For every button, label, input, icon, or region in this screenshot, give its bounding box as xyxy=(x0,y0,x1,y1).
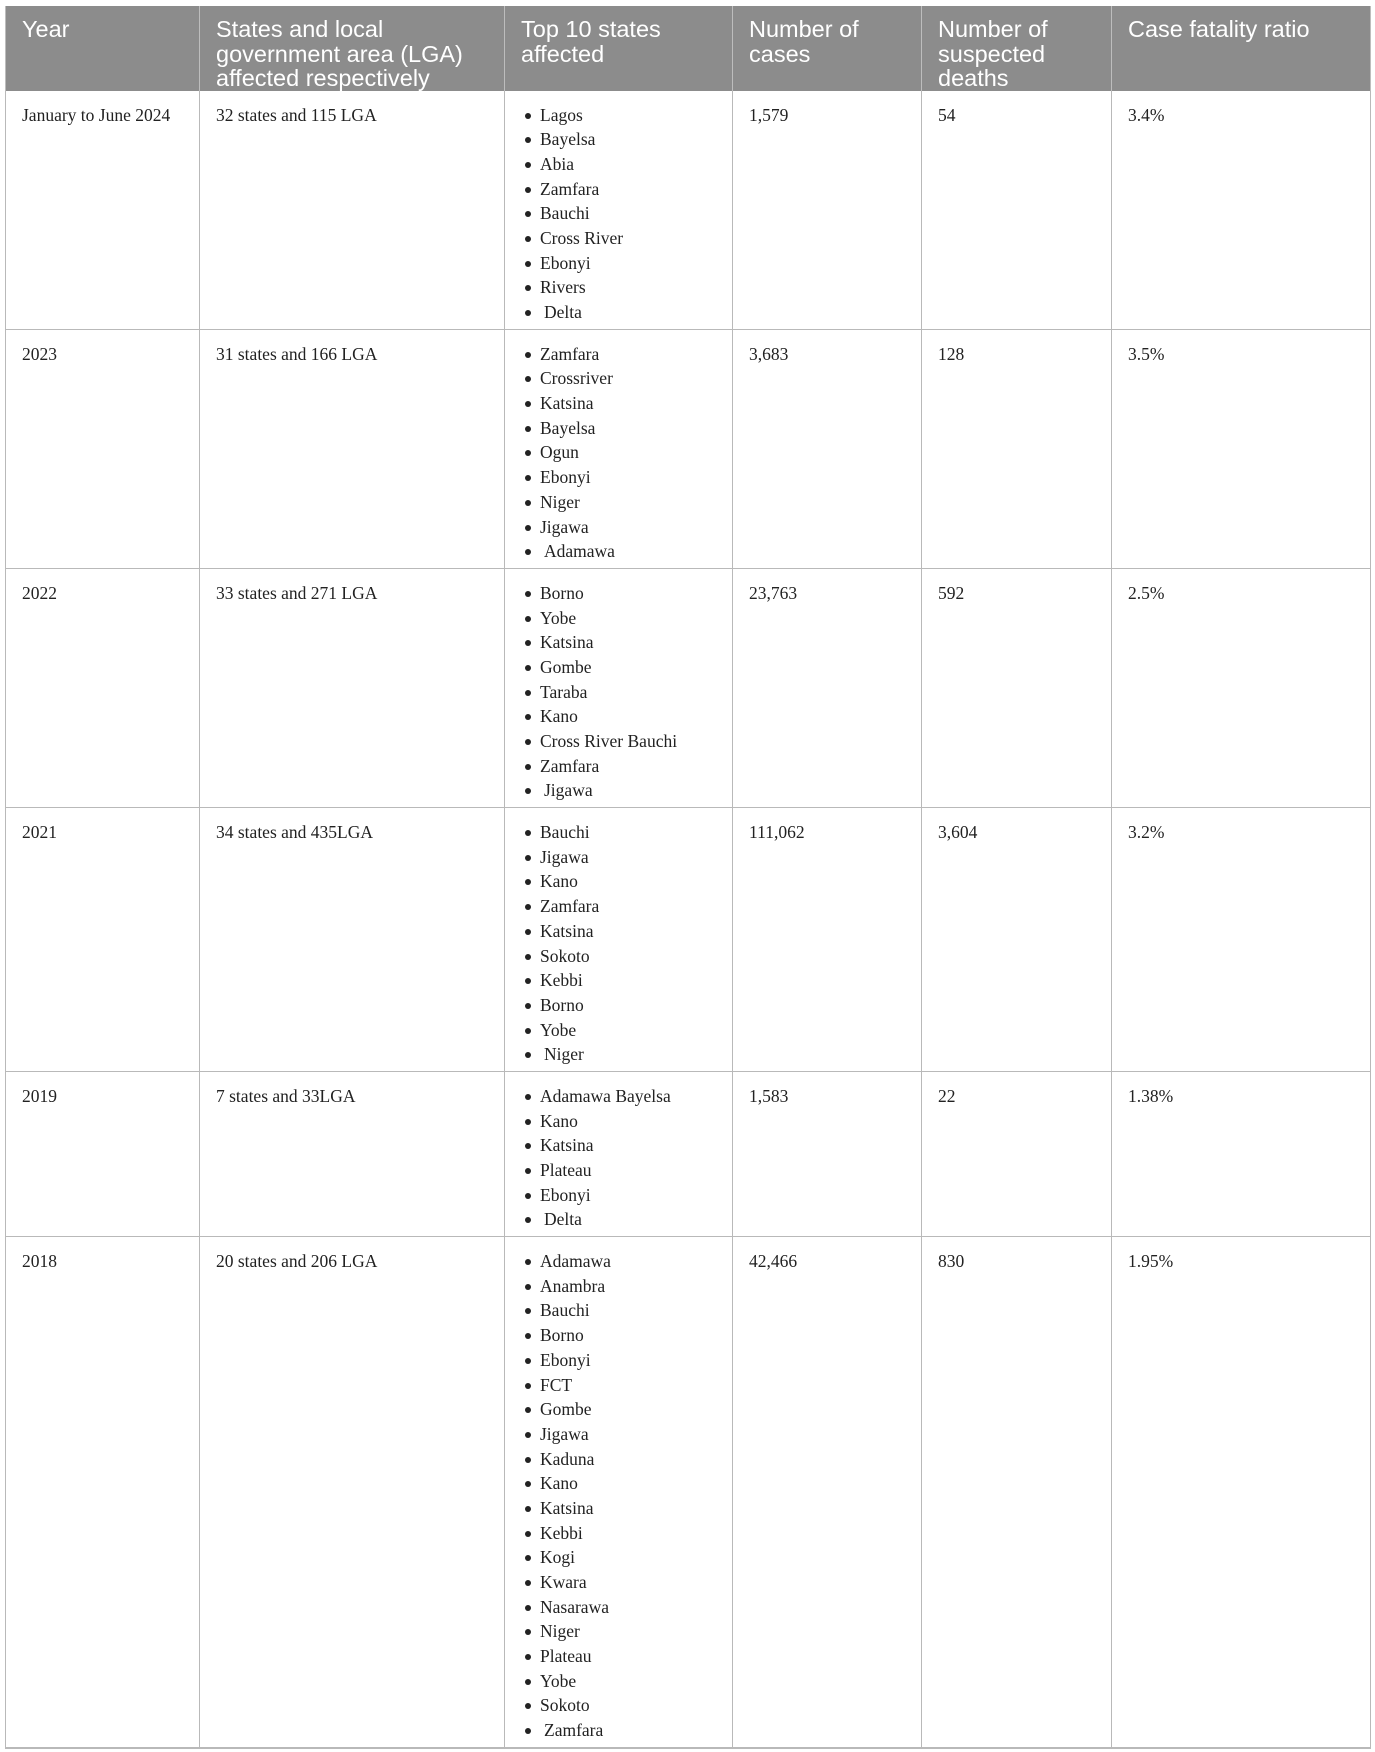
list-item: Ebonyi xyxy=(521,1183,716,1208)
cell-deaths: 592 xyxy=(922,568,1112,807)
list-item: Delta xyxy=(521,300,716,325)
list-item: Taraba xyxy=(521,680,716,705)
header-year: Year xyxy=(6,7,200,91)
cell-cases: 111,062 xyxy=(733,808,922,1072)
list-item: Katsina xyxy=(521,919,716,944)
cell-deaths: 22 xyxy=(922,1071,1112,1236)
list-item: Bayelsa xyxy=(521,127,716,152)
list-item: Bayelsa xyxy=(521,416,716,441)
list-item: Katsina xyxy=(521,1133,716,1158)
list-item: Delta xyxy=(521,1207,716,1232)
list-item: Niger xyxy=(521,490,716,515)
list-item: Katsina xyxy=(521,391,716,416)
list-item: Kebbi xyxy=(521,1521,716,1546)
cell-states-lga: 20 states and 206 LGA xyxy=(200,1237,505,1748)
list-item: FCT xyxy=(521,1373,716,1398)
cell-top-states xyxy=(505,808,733,1072)
cell-cfr: 3.5% xyxy=(1112,329,1371,568)
cell-cases: 42,466 xyxy=(733,1237,922,1748)
cell-cases: 23,763 xyxy=(733,568,922,807)
states-list xyxy=(521,581,716,803)
states-list xyxy=(521,1249,716,1743)
list-item: Anambra xyxy=(521,1274,716,1299)
cell-top-states xyxy=(505,91,733,330)
list-item: Niger xyxy=(521,1619,716,1644)
list-item: Yobe xyxy=(521,1018,716,1043)
table-row xyxy=(6,568,1371,807)
list-item: Jigawa xyxy=(521,1422,716,1447)
list-item: Cross River xyxy=(521,226,716,251)
table-row xyxy=(6,329,1371,568)
list-item: Jigawa xyxy=(521,778,716,803)
list-item: Borno xyxy=(521,1323,716,1348)
list-item: Katsina xyxy=(521,1496,716,1521)
table-row xyxy=(6,91,1371,330)
header-cfr: Case fatality ratio xyxy=(1112,7,1371,91)
cell-top-states xyxy=(505,568,733,807)
list-item: Gombe xyxy=(521,655,716,680)
header-states-lga: States and local government area (LGA) affected respectively xyxy=(200,7,505,91)
cell-top-states xyxy=(505,1071,733,1236)
list-item: Jigawa xyxy=(521,515,716,540)
cell-states-lga: 31 states and 166 LGA xyxy=(200,329,505,568)
states-list xyxy=(521,820,716,1067)
cell-cases: 1,583 xyxy=(733,1071,922,1236)
list-item: Abia xyxy=(521,152,716,177)
states-list xyxy=(521,342,716,564)
table-row xyxy=(6,1071,1371,1236)
list-item: Zamfara xyxy=(521,177,716,202)
list-item: Lagos xyxy=(521,103,716,128)
list-item: Bauchi xyxy=(521,820,716,845)
cell-deaths: 3,604 xyxy=(922,808,1112,1072)
cell-cfr: 1.38% xyxy=(1112,1071,1371,1236)
cell-deaths: 54 xyxy=(922,91,1112,330)
list-item: Adamawa xyxy=(521,1249,716,1274)
cell-year: 2019 xyxy=(6,1071,200,1236)
cell-year: January to June 2024 xyxy=(6,91,200,330)
list-item: Sokoto xyxy=(521,944,716,969)
list-item: Zamfara xyxy=(521,754,716,779)
list-item: Kaduna xyxy=(521,1447,716,1472)
list-item: Ebonyi xyxy=(521,1348,716,1373)
list-item: Katsina xyxy=(521,630,716,655)
header-cases: Number of cases xyxy=(733,7,922,91)
list-item: Crossriver xyxy=(521,366,716,391)
cell-cfr: 3.2% xyxy=(1112,808,1371,1072)
list-item: Zamfara xyxy=(521,342,716,367)
list-item: Kebbi xyxy=(521,968,716,993)
list-item: Borno xyxy=(521,993,716,1018)
states-list xyxy=(521,1084,716,1232)
cholera-table xyxy=(5,6,1371,1749)
states-list xyxy=(521,103,716,325)
list-item: Zamfara xyxy=(521,1718,716,1743)
cell-deaths: 830 xyxy=(922,1237,1112,1748)
list-item: Gombe xyxy=(521,1397,716,1422)
cell-cfr: 3.4% xyxy=(1112,91,1371,330)
list-item: Yobe xyxy=(521,1669,716,1694)
list-item: Borno xyxy=(521,581,716,606)
list-item: Sokoto xyxy=(521,1693,716,1718)
list-item: Bauchi xyxy=(521,1298,716,1323)
list-item: Plateau xyxy=(521,1644,716,1669)
cell-states-lga: 34 states and 435LGA xyxy=(200,808,505,1072)
table-row xyxy=(6,1237,1371,1748)
cell-top-states xyxy=(505,329,733,568)
list-item: Kano xyxy=(521,1471,716,1496)
list-item: Zamfara xyxy=(521,894,716,919)
list-item: Cross River Bauchi xyxy=(521,729,716,754)
list-item: Niger xyxy=(521,1042,716,1067)
list-item: Yobe xyxy=(521,606,716,631)
list-item: Nasarawa xyxy=(521,1595,716,1620)
list-item: Kano xyxy=(521,869,716,894)
list-item: Ebonyi xyxy=(521,465,716,490)
header-row xyxy=(6,7,1371,91)
list-item: Plateau xyxy=(521,1158,716,1183)
cell-states-lga: 33 states and 271 LGA xyxy=(200,568,505,807)
list-item: Kwara xyxy=(521,1570,716,1595)
cell-states-lga: 7 states and 33LGA xyxy=(200,1071,505,1236)
list-item: Rivers xyxy=(521,275,716,300)
header-top-states: Top 10 states affected xyxy=(505,7,733,91)
list-item: Kano xyxy=(521,704,716,729)
table-body xyxy=(6,91,1371,1748)
cell-year: 2018 xyxy=(6,1237,200,1748)
cell-cases: 3,683 xyxy=(733,329,922,568)
cell-year: 2023 xyxy=(6,329,200,568)
list-item: Kano xyxy=(521,1109,716,1134)
cell-states-lga: 32 states and 115 LGA xyxy=(200,91,505,330)
cell-top-states xyxy=(505,1237,733,1748)
list-item: Adamawa xyxy=(521,539,716,564)
list-item: Ebonyi xyxy=(521,251,716,276)
table-header xyxy=(6,7,1371,91)
list-item: Jigawa xyxy=(521,845,716,870)
list-item: Adamawa Bayelsa xyxy=(521,1084,716,1109)
cell-cfr: 2.5% xyxy=(1112,568,1371,807)
cell-cases: 1,579 xyxy=(733,91,922,330)
table-row xyxy=(6,808,1371,1072)
cell-year: 2021 xyxy=(6,808,200,1072)
list-item: Kogi xyxy=(521,1545,716,1570)
header-deaths: Number of suspected deaths xyxy=(922,7,1112,91)
list-item: Bauchi xyxy=(521,201,716,226)
cell-year: 2022 xyxy=(6,568,200,807)
cell-cfr: 1.95% xyxy=(1112,1237,1371,1748)
list-item: Ogun xyxy=(521,440,716,465)
cell-deaths: 128 xyxy=(922,329,1112,568)
